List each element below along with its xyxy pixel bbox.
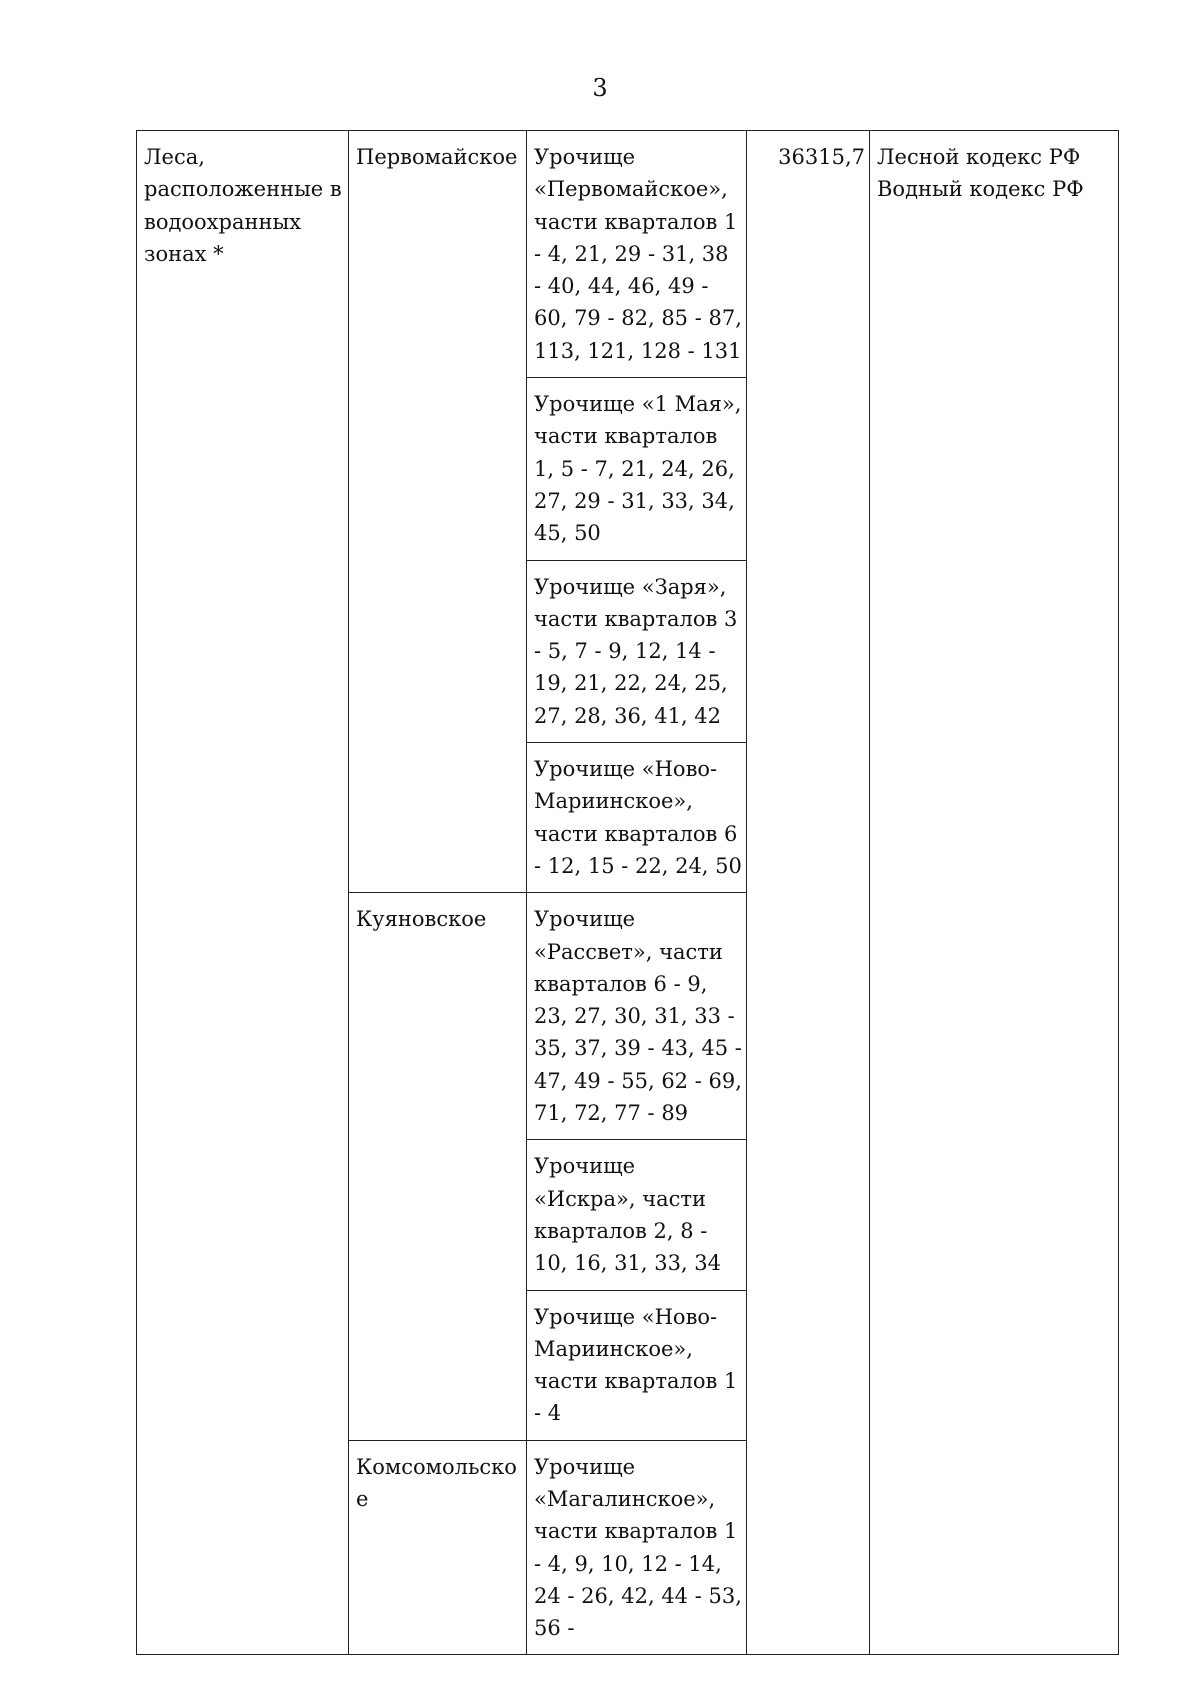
legal-basis-cell	[870, 131, 1119, 1655]
page-number: 3	[592, 74, 608, 102]
forestry-cell-kuyanovskoe: Куяновское	[349, 893, 527, 1440]
law-line: Водный кодекс РФ	[877, 177, 1084, 202]
forestry-cell-komsomolskoe: Комсомольское	[349, 1440, 527, 1655]
table-row	[137, 131, 1119, 378]
tract-cell: Урочище «Магалинское», части кварталов 1 - 4, 9, 10, 12 - 14, 24 - 26, 42, 44 - 53, 56 -	[527, 1440, 747, 1655]
tract-cell: Урочище «1 Мая», части кварталов 1, 5 - 7, 21, 24, 26, 27, 29 - 31, 33, 34, 45, 50	[527, 378, 747, 560]
tract-cell: Урочище «Рассвет», части кварталов 6 - 9, 23, 27, 30, 31, 33 - 35, 37, 39 - 43, 45 - 47, 49 - 55, 62 - 69, 71, 72, 77 - 89	[527, 893, 747, 1140]
law-line: Лесной кодекс РФ	[877, 145, 1081, 169]
area-cell: 36315,7	[747, 131, 870, 1655]
tract-cell: Урочище «Искра», части кварталов 2, 8 - 10, 16, 31, 33, 34	[527, 1140, 747, 1290]
tract-cell: Урочище «Ново-Мариинское», части кварталов 6 - 12, 15 - 22, 24, 50	[527, 743, 747, 893]
tract-cell: Урочище «Ново-Мариинское», части кварталов 1 - 4	[527, 1290, 747, 1440]
forest-category-cell: Леса, расположенные в водоохранных зонах *	[137, 131, 349, 1655]
forestry-cell-pervomayskoe: Первомайское	[349, 131, 527, 893]
protected-forests-table	[136, 130, 1119, 1655]
tract-cell: Урочище «Заря», части кварталов 3 - 5, 7 - 9, 12, 14 - 19, 21, 22, 24, 25, 27, 28, 36, 41, 42	[527, 560, 747, 742]
tract-cell: Урочище «Первомайское», части кварталов 1 - 4, 21, 29 - 31, 38 - 40, 44, 46, 49 - 60, 79 - 82, 85 - 87, 113, 121, 128 - 131	[527, 131, 747, 378]
